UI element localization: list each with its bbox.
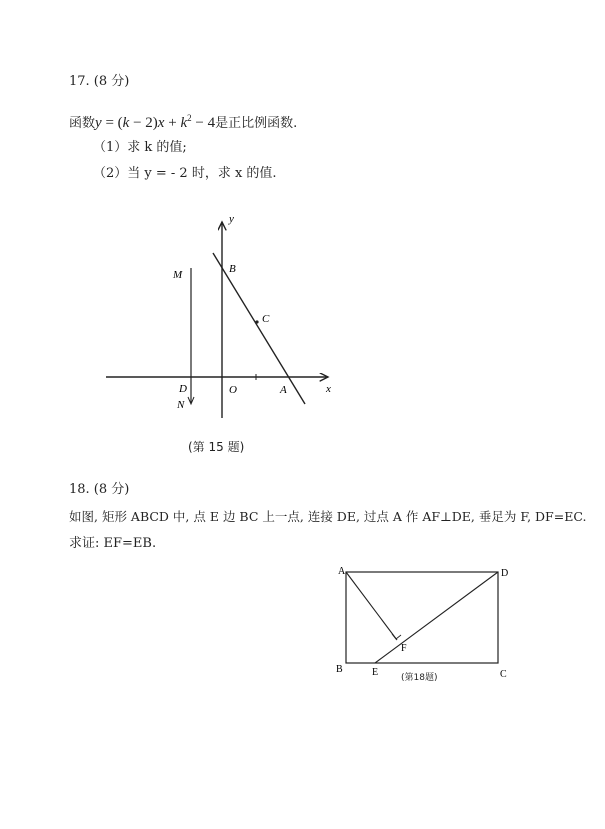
point-c (255, 320, 258, 323)
label-b: B (229, 263, 236, 275)
label-b18: B (336, 664, 343, 675)
label-a18: A (338, 566, 346, 577)
label-c: C (262, 313, 270, 325)
label-d18: D (501, 568, 509, 579)
q17-function-formula: y (95, 115, 102, 131)
rectangle-abcd (346, 572, 498, 663)
q18-header: 18. (8 分) (69, 482, 130, 497)
q17-part1: （1）求 k 的值; (93, 140, 187, 155)
q17-header: 17. (8 分) (69, 74, 130, 89)
line-bca (213, 253, 305, 404)
label-x: x (326, 383, 331, 395)
label-d: D (179, 383, 187, 395)
label-a: A (280, 384, 287, 396)
segment-de (375, 572, 498, 663)
q17-part2: （2）当 y = - 2 时，求 x 的值. (93, 166, 277, 181)
q18-prove: 求证: EF=EB. (69, 536, 157, 551)
label-n: N (177, 399, 185, 411)
label-m: M (173, 269, 183, 281)
q17-stem-post: 是正比例函数. (215, 116, 298, 131)
figure-18-caption: (第18题) (401, 673, 438, 683)
q17-stem-pre: 函数 (69, 116, 96, 131)
label-y: y (229, 213, 234, 225)
q18-stem: 如图, 矩形 ABCD 中, 点 E 边 BC 上一点, 连接 DE, 过点 A 作 AF⊥DE, 垂足为 F, DF=EC. (69, 509, 587, 524)
label-c18: C (500, 669, 507, 680)
q17-formula-rest: = $(k - 2)x + k^2 - 4$ (101, 113, 216, 131)
segment-af (346, 572, 397, 640)
label-e18: E (372, 667, 379, 678)
figure-15-caption: (第 15 题) (188, 440, 245, 454)
label-o: O (229, 384, 237, 396)
label-f18: F (401, 643, 407, 654)
